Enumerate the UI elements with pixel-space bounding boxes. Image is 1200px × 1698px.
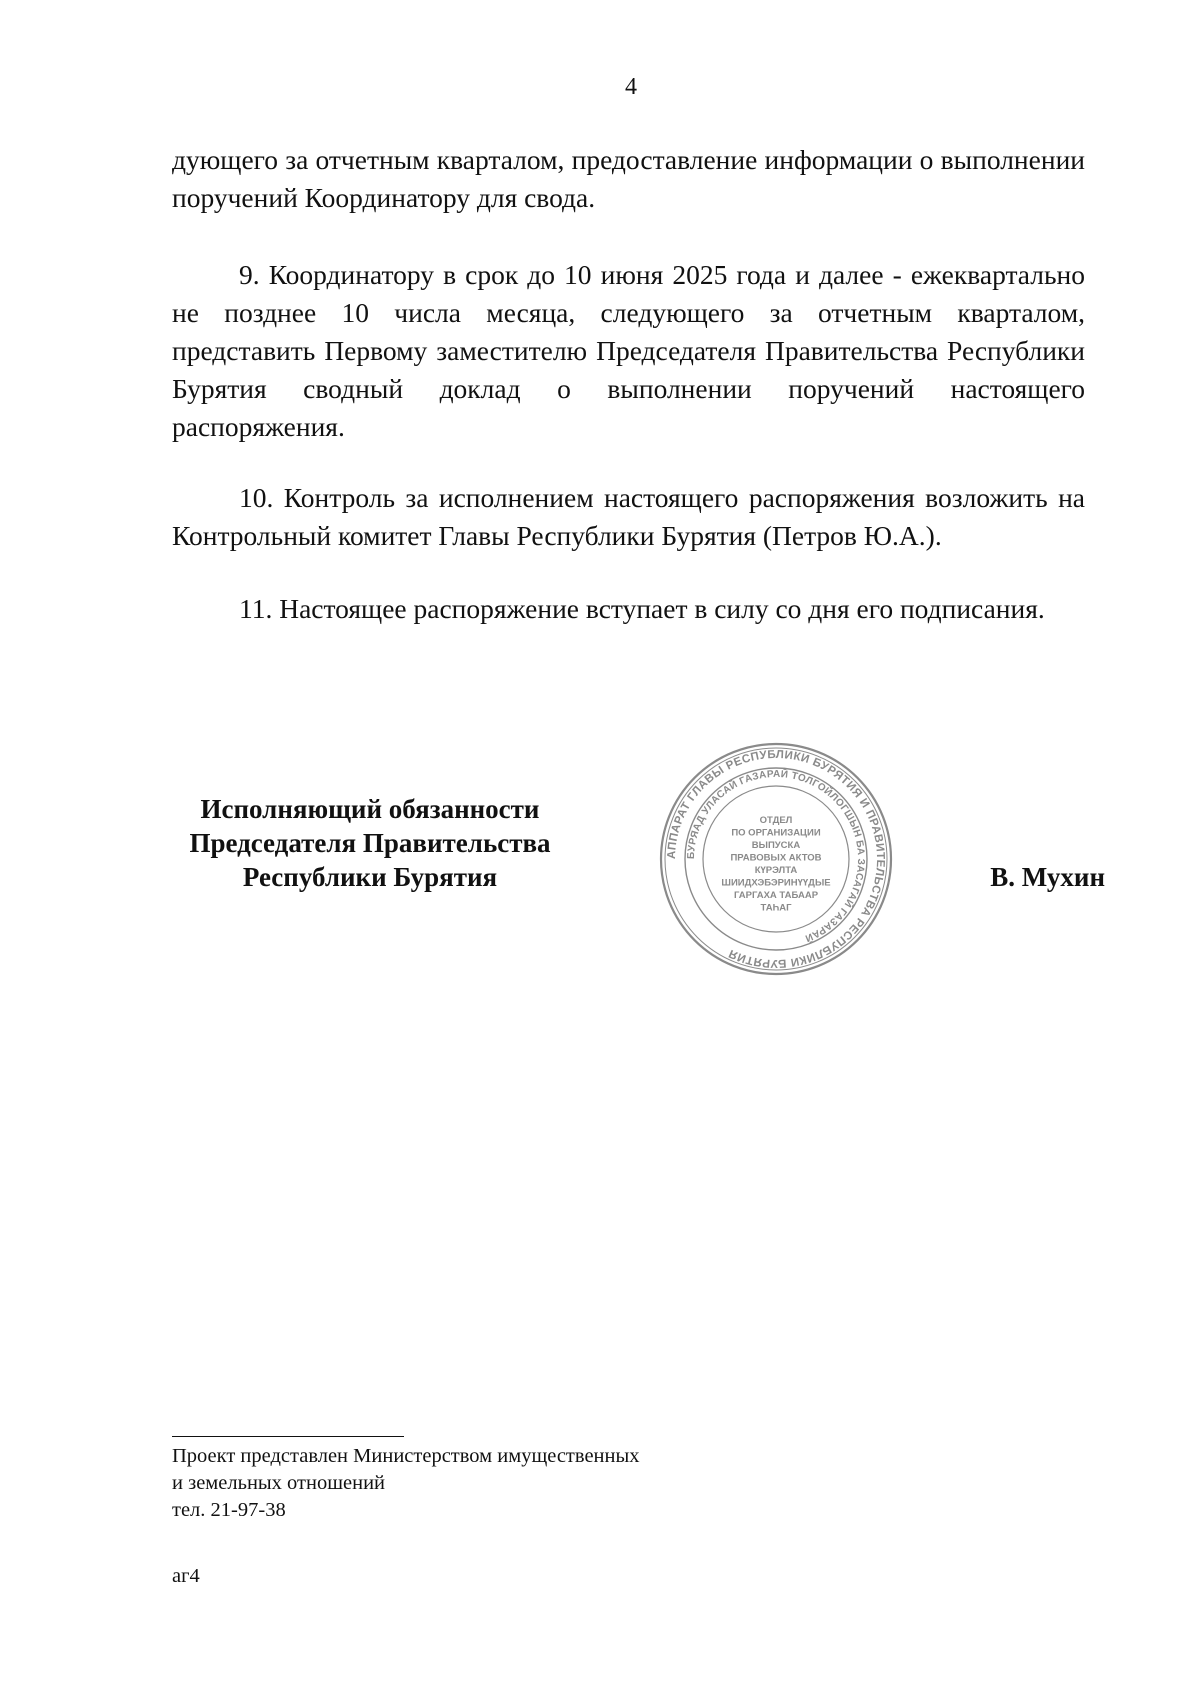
official-seal bbox=[656, 739, 896, 979]
seal-center-line: ВЫПУСКА bbox=[751, 840, 801, 851]
seal-center-line: ОТДЕЛ bbox=[759, 815, 793, 826]
paragraph-item-10 bbox=[172, 479, 1085, 555]
signatory-title-line: Председателя Правительства bbox=[189, 828, 551, 858]
footnote bbox=[172, 1443, 640, 1524]
footnote-line: тел. 21-97-38 bbox=[172, 1499, 286, 1521]
seal-center-line: ШИИДХЭБЭРИНҮҮДЫЕ bbox=[721, 877, 831, 889]
seal-outer-ring-text: АППАРАТ ГЛАВЫ РЕСПУБЛИКИ БУРЯТИЯ И ПРАВИТЕЛЬСТВА РЕСПУБЛИКИ БУРЯТИЯ bbox=[665, 748, 887, 970]
signatory-title-line: Исполняющий обязанности bbox=[200, 794, 540, 824]
seal-center-line: ПО ОРГАНИЗАЦИИ bbox=[731, 827, 821, 839]
paragraph-continuation bbox=[172, 141, 1085, 217]
footnote-line: Проект представлен Министерством имущественных bbox=[172, 1445, 640, 1467]
signatory-name: В. Мухин bbox=[990, 862, 1105, 892]
paragraph-text: 10. Контроль за исполнением настоящего распоряжения возложить на Контрольный комитет Главы Республики Бурятия (Петров Ю.А.). bbox=[172, 482, 1085, 551]
page-number: 4 bbox=[625, 74, 637, 100]
footnote-line: и земельных отношений bbox=[172, 1472, 386, 1494]
paragraph-item-11 bbox=[172, 590, 1085, 628]
paragraph-text: 9. Координатору в срок до 10 июня 2025 года и далее - ежеквартально не позднее 10 числа месяца, следующего за отчетным кварталом, представить Первому заместителю Председателя Правительства Республики Бурятия сводный доклад о выполнении поручений настоящего распоряжения. bbox=[172, 259, 1085, 442]
seal-center-line: КҮРЭЛТА bbox=[754, 865, 798, 876]
signatory-title-line: Республики Бурятия bbox=[242, 862, 498, 892]
paragraph-text: дующего за отчетным кварталом, предоставление информации о выполнении поручений Координатору для свода. bbox=[172, 144, 1085, 213]
seal-center-text bbox=[721, 815, 830, 914]
signatory-title bbox=[160, 792, 580, 894]
document-code: аг4 bbox=[172, 1565, 200, 1587]
paragraph-item-9 bbox=[172, 256, 1085, 446]
seal-center-line: ПРАВОВЫХ АКТОВ bbox=[730, 852, 822, 864]
seal-inner-ring-text: БУРЯАД УЛАСАЙ ГАЗАРАЙ ТОЛГОЙЛОГШЫН БА ЗАСАГАЙ ГАЗАРАЙ bbox=[685, 768, 867, 944]
seal-center-line: ТАҺАГ bbox=[760, 902, 792, 914]
paragraph-text: 11. Настоящее распоряжение вступает в силу со дня его подписания. bbox=[239, 593, 1045, 624]
seal-center-line: ГАРГАХА ТАБААР bbox=[733, 890, 819, 901]
footnote-divider bbox=[172, 1436, 404, 1437]
